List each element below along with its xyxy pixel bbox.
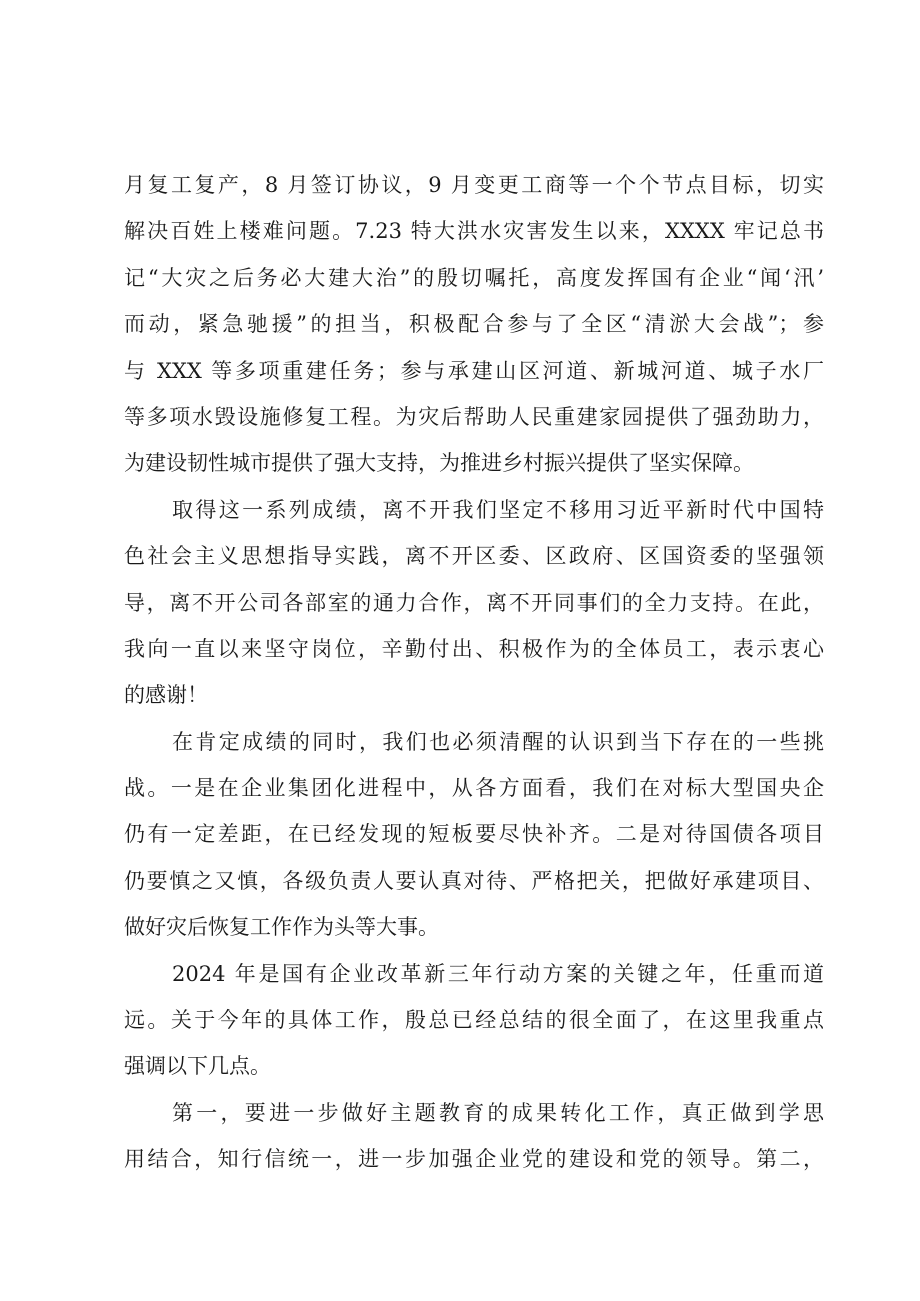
text-line: 仍有一定差距，在已经发现的短板要尽快补齐。二是对待国债各项目 bbox=[124, 822, 824, 847]
paragraph bbox=[124, 487, 824, 719]
paragraph bbox=[124, 162, 824, 487]
paragraph bbox=[124, 1090, 824, 1183]
text-line: 第一，要进一步做好主题教育的成果转化工作，真正做到学思 bbox=[172, 1100, 824, 1125]
text-line: 强调以下几点。 bbox=[124, 1054, 271, 1079]
text-line: 解决百姓上楼难问题。7.23 特大洪水灾害发生以来，XXXX 牢记总书 bbox=[124, 219, 824, 244]
text-line: 为建设韧性城市提供了强大支持，为推进乡村振兴提供了坚实保障。 bbox=[124, 451, 754, 476]
text-line: 取得这一系列成绩，离不开我们坚定不移用习近平新时代中国特 bbox=[172, 497, 824, 522]
text-line: 记“大灾之后务必大建大治”的殷切嘱托，高度发挥国有企业“闻‘汛’ bbox=[124, 265, 824, 290]
text-line: 导，离不开公司各部室的通力合作，离不开同事们的全力支持。在此， bbox=[124, 590, 824, 615]
paragraph bbox=[124, 719, 824, 951]
text-line: 色社会主义思想指导实践，离不开区委、区政府、区国资委的坚强领 bbox=[124, 544, 824, 569]
text-line: 与 XXX 等多项重建任务；参与承建山区河道、新城河道、城子水厂 bbox=[124, 358, 824, 383]
text-line: 等多项水毁设施修复工程。为灾后帮助人民重建家园提供了强劲助力， bbox=[124, 404, 824, 429]
text-line: 2024 年是国有企业改革新三年行动方案的关键之年，任重而道 bbox=[172, 961, 824, 986]
text-line: 远。关于今年的具体工作，殷总已经总结的很全面了，在这里我重点 bbox=[124, 1008, 824, 1033]
text-line: 的感谢！ bbox=[124, 683, 208, 708]
document-body bbox=[124, 162, 824, 1183]
text-line: 仍要慎之又慎，各级负责人要认真对待、严格把关，把做好承建项目、 bbox=[124, 868, 824, 893]
text-line: 做好灾后恢复工作作为头等大事。 bbox=[124, 915, 439, 940]
text-line: 而动，紧急驰援”的担当，积极配合参与了全区“清淤大会战”；参 bbox=[124, 312, 824, 337]
text-line: 用结合，知行信统一，进一步加强企业党的建设和党的领导。第二， bbox=[124, 1147, 824, 1172]
text-line: 我向一直以来坚守岗位，辛勤付出、积极作为的全体员工，表示衷心 bbox=[124, 636, 824, 661]
paragraph bbox=[124, 951, 824, 1090]
text-line: 战。一是在企业集团化进程中，从各方面看，我们在对标大型国央企 bbox=[124, 776, 824, 801]
text-line: 月复工复产，8 月签订协议，9 月变更工商等一个个节点目标，切实 bbox=[124, 173, 824, 197]
text-line: 在肯定成绩的同时，我们也必须清醒的认识到当下存在的一些挑 bbox=[172, 729, 824, 754]
